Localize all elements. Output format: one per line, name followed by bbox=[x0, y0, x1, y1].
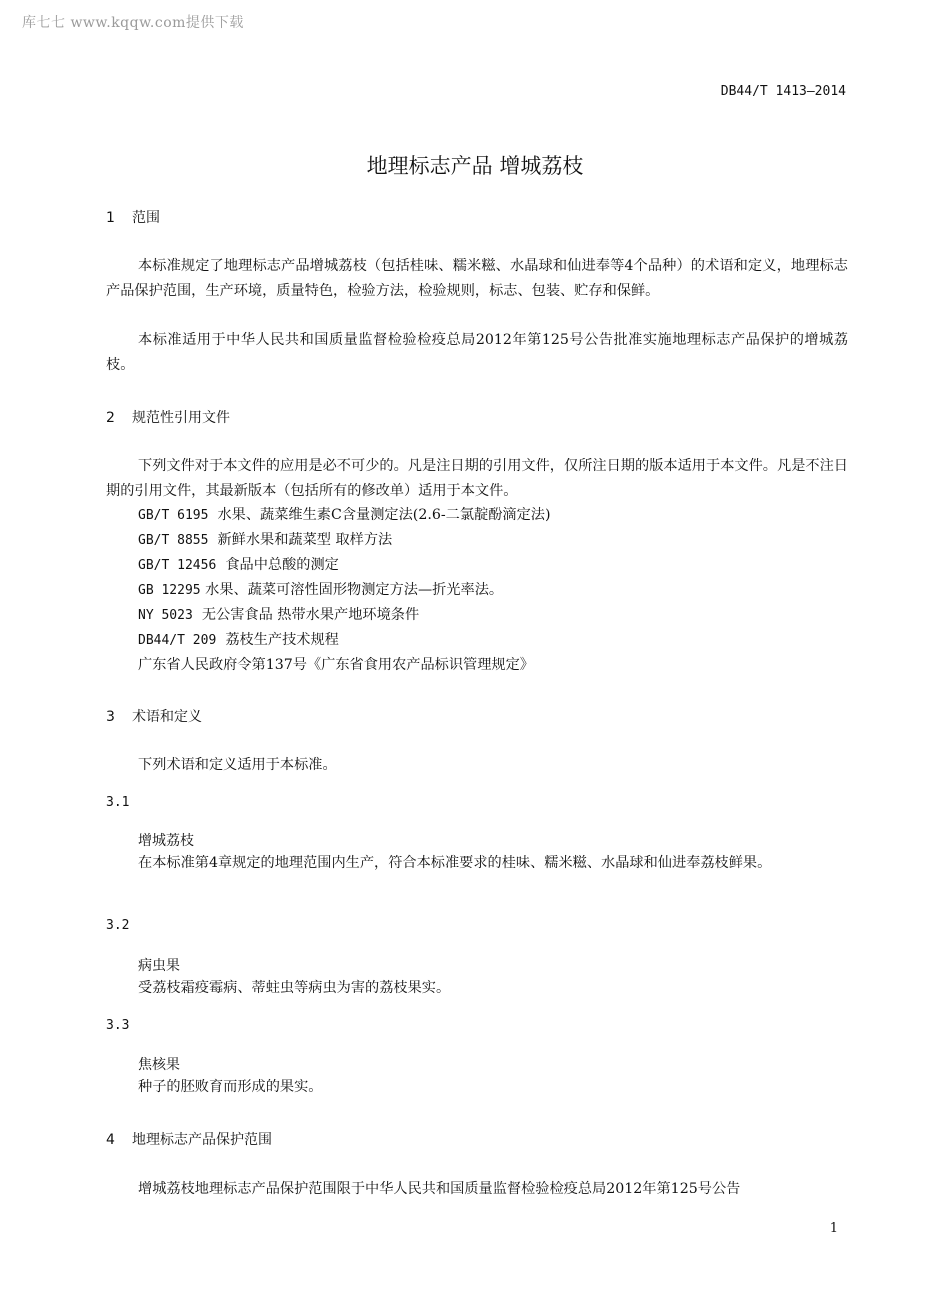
reference-title: 食品中总酸的测定 bbox=[225, 557, 339, 573]
section-number: 3 bbox=[106, 709, 115, 725]
section-1-heading bbox=[106, 207, 160, 227]
reference-item bbox=[138, 603, 419, 628]
section-number: 4 bbox=[106, 1132, 115, 1148]
section-1-paragraph-2: 本标准适用于中华人民共和国质量监督检验检疫总局2012年第125号公告批准实施地理标志产品保护的增城荔枝。 bbox=[106, 332, 848, 373]
reference-title: 水果、蔬菜维生素C含量测定法(2.6-二氯靛酚滴定法) bbox=[217, 507, 551, 523]
section-2-paragraph-1: 下列文件对于本文件的应用是必不可少的。凡是注日期的引用文件，仅所注日期的版本适用于本文件。凡是不注日期的引用文件，其最新版本（包括所有的修改单）适用于本文件。 bbox=[106, 458, 848, 499]
section-title: 术语和定义 bbox=[132, 709, 202, 725]
term-name: 病虫果 bbox=[138, 958, 180, 974]
section-3-heading bbox=[106, 706, 202, 726]
reference-title: 无公害食品 热带水果产地环境条件 bbox=[201, 607, 420, 623]
subclause-number: 3.3 bbox=[106, 1018, 130, 1033]
page-number: 1 bbox=[829, 1221, 838, 1236]
reference-code: DB44/T 209 bbox=[138, 633, 217, 648]
section-title: 地理标志产品保护范围 bbox=[132, 1132, 272, 1148]
reference-item bbox=[138, 503, 551, 528]
reference-item bbox=[138, 528, 392, 553]
reference-code: GB 12295 bbox=[138, 583, 201, 598]
reference-title: 荔枝生产技术规程 bbox=[225, 632, 339, 648]
reference-item bbox=[138, 628, 339, 653]
section-title: 范围 bbox=[132, 210, 160, 226]
reference-code: GB/T 8855 bbox=[138, 533, 209, 548]
term-name: 焦核果 bbox=[138, 1057, 180, 1073]
reference-item bbox=[138, 553, 339, 578]
section-1-paragraph-1: 本标准规定了地理标志产品增城荔枝（包括桂味、糯米糍、水晶球和仙进奉等4个品种）的术语和定义，地理标志产品保护范围，生产环境，质量特色，检验方法，检验规则，标志、包装、贮存和保鲜。 bbox=[106, 258, 848, 299]
reference-title: 水果、蔬菜可溶性固形物测定方法—折光率法。 bbox=[205, 582, 504, 598]
reference-code: NY 5023 bbox=[138, 608, 193, 623]
reference-item bbox=[138, 653, 534, 677]
subclause-number: 3.2 bbox=[106, 918, 130, 933]
term-name: 增城荔枝 bbox=[138, 833, 194, 849]
term-definition: 在本标准第4章规定的地理范围内生产，符合本标准要求的桂味、糯米糍、水晶球和仙进奉荔枝鲜果。 bbox=[138, 855, 772, 871]
subclause-number: 3.1 bbox=[106, 795, 130, 810]
reference-code: GB/T 12456 bbox=[138, 558, 217, 573]
section-4-paragraph-1: 增城荔枝地理标志产品保护范围限于中华人民共和国质量监督检验检疫总局2012年第125号公告 bbox=[138, 1181, 741, 1197]
document-title: 地理标志产品 增城荔枝 bbox=[366, 154, 584, 178]
watermark: 库七七 www.kqqw.com提供下载 bbox=[22, 15, 244, 31]
section-4-heading bbox=[106, 1129, 272, 1149]
term-definition: 受荔枝霜疫霉病、蒂蛀虫等病虫为害的荔枝果实。 bbox=[138, 980, 451, 996]
section-number: 2 bbox=[106, 410, 115, 426]
section-title: 规范性引用文件 bbox=[132, 410, 230, 426]
reference-item bbox=[138, 578, 503, 603]
section-2-heading bbox=[106, 407, 230, 427]
term-definition: 种子的胚败育而形成的果实。 bbox=[138, 1079, 323, 1095]
reference-title: 广东省人民政府令第137号《广东省食用农产品标识管理规定》 bbox=[138, 657, 534, 673]
document-number: DB44/T 1413—2014 bbox=[720, 84, 846, 99]
reference-title: 新鲜水果和蔬菜型 取样方法 bbox=[217, 532, 393, 548]
reference-code: GB/T 6195 bbox=[138, 508, 209, 523]
section-3-paragraph-1: 下列术语和定义适用于本标准。 bbox=[138, 757, 337, 773]
section-number: 1 bbox=[106, 210, 115, 226]
